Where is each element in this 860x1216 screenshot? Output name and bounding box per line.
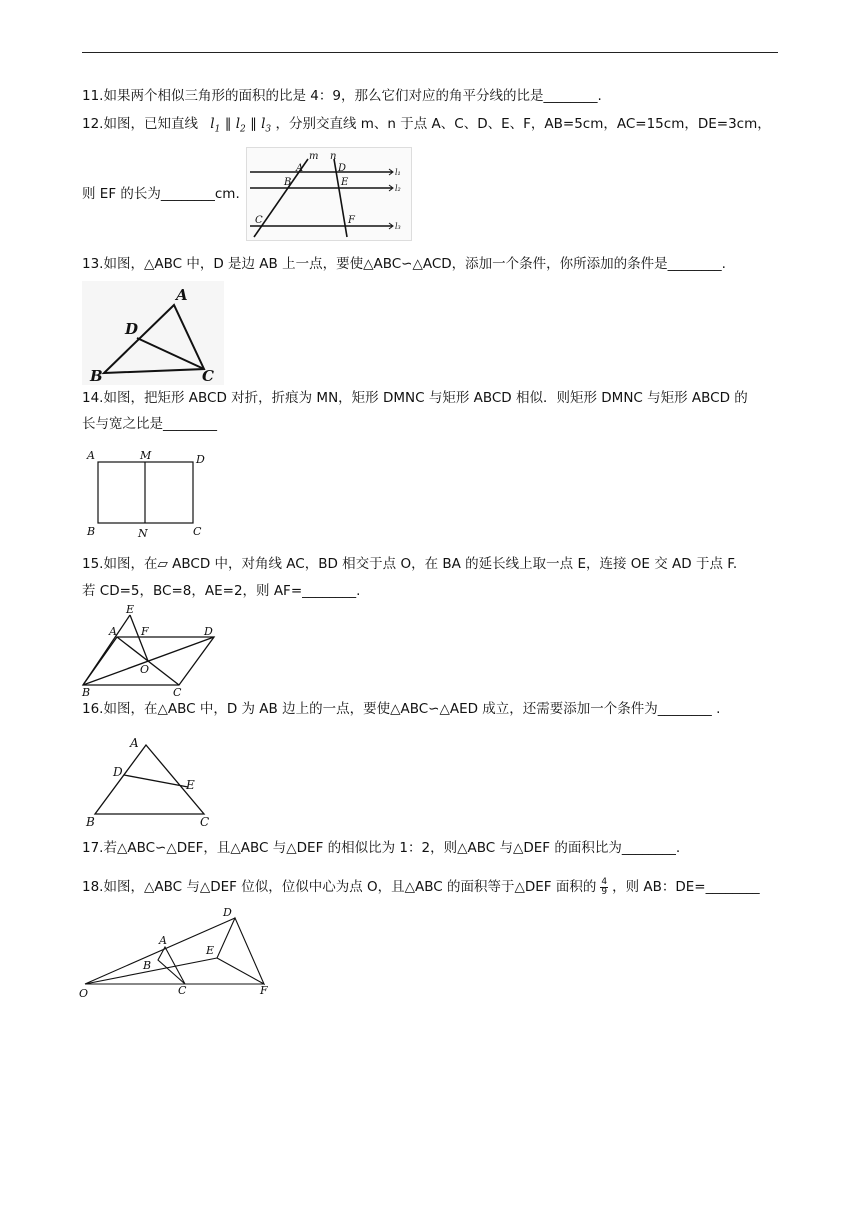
figure-homothety	[78, 902, 274, 1002]
fig12-label-l1: l₁	[395, 168, 401, 177]
fig14-label-N: N	[138, 527, 148, 540]
fig12-label-A: A	[296, 163, 304, 174]
q18-pre: 18.如图，△ABC 与△DEF 位似，位似中心为点 O，且△ABC 的面积等于△DEF 面积的	[82, 879, 597, 895]
question-17: 17.若△ABC∽△DEF，且△ABC 与△DEF 的相似比为 1：2，则△ABC 与△DEF 的面积比为________.	[82, 840, 681, 856]
question-12-line2: 则 EF 的长为________cm.	[82, 186, 240, 202]
fig16-label-A: A	[130, 736, 139, 750]
fig18-label-B: B	[143, 959, 152, 972]
fig16-label-E: E	[186, 778, 195, 792]
fig16-label-C: C	[200, 815, 210, 829]
question-18	[82, 877, 760, 897]
fig18-label-A: A	[159, 934, 167, 947]
fig15-label-F: F	[141, 625, 149, 638]
fig14-label-D: D	[196, 453, 205, 466]
header-rule	[82, 52, 778, 53]
fig12-label-C: C	[255, 215, 263, 226]
fig13-label-D: D	[125, 320, 139, 338]
fraction-4-9: $\frac{4}{9}$	[601, 876, 608, 897]
fig18-label-D: D	[223, 906, 232, 919]
fig12-label-E: E	[341, 177, 349, 188]
fig12-label-l2: l₂	[395, 184, 401, 193]
q12-pre: 12.如图，已知直线	[82, 116, 198, 132]
fig12-label-F: F	[348, 215, 355, 226]
fig14-label-A: A	[87, 449, 95, 462]
fig18-label-C: C	[178, 984, 187, 997]
l2-symbol: $l_2$	[235, 116, 246, 135]
parallel-symbol: ∥	[224, 116, 232, 132]
l1-symbol: $l_1$	[210, 116, 221, 135]
fig15-label-O: O	[140, 663, 150, 676]
fig16-label-B: B	[86, 815, 95, 829]
figure-parallel-lines	[246, 147, 412, 241]
figure-parallelogram	[80, 603, 226, 697]
figure-rectangle-abcd	[82, 446, 216, 542]
q18-post: ，则 AB：DE=________	[612, 879, 760, 895]
fig15-label-B: B	[82, 686, 91, 697]
parallel-symbol: ∥	[250, 116, 257, 132]
fig12-label-m: m	[309, 151, 319, 162]
fig15-label-D: D	[204, 625, 213, 638]
question-11: 11.如果两个相似三角形的面积的比是 4：9，那么它们对应的角平分线的比是________.	[82, 88, 602, 104]
fig13-label-B: B	[90, 367, 103, 385]
question-13: 13.如图，△ABC 中，D 是边 AB 上一点，要使△ABC∽△ACD，添加一个条件，你所添加的条件是________.	[82, 256, 726, 272]
q12-post: ，分别交直线 m、n 于点 A、C、D、E、F，AB=5cm，AC=15cm，DE=3cm，	[275, 116, 771, 132]
figure-triangle-abc-aed	[82, 730, 218, 830]
question-15-line1: 15.如图，在▱ ABCD 中，对角线 AC，BD 相交于点 O，在 BA 的延长线上取一点 E，连接 OE 交 AD 于点 F.	[82, 556, 738, 572]
fig18-label-F: F	[260, 984, 268, 997]
fig12-label-B: B	[284, 177, 292, 188]
question-14-line1: 14.如图，把矩形 ABCD 对折，折痕为 MN，矩形 DMNC 与矩形 ABCD 相似．则矩形 DMNC 与矩形 ABCD 的	[82, 390, 748, 406]
fig14-label-C: C	[193, 525, 202, 538]
fig16-label-D: D	[113, 765, 123, 779]
fig15-label-E: E	[126, 603, 135, 616]
fig18-label-O: O	[79, 987, 89, 1000]
question-15-line2: 若 CD=5，BC=8，AE=2，则 AF=________.	[82, 583, 361, 599]
fig13-label-C: C	[202, 367, 214, 385]
fig14-label-M: M	[140, 449, 152, 462]
question-16: 16.如图，在△ABC 中，D 为 AB 边上的一点，要使△ABC∽△AED 成立，还需要添加一个条件为________ .	[82, 701, 721, 717]
question-14-line2: 长与宽之比是________	[82, 416, 217, 432]
figure-triangle-abc-acd	[82, 281, 224, 385]
fig12-label-n: n	[330, 151, 337, 162]
l3-symbol: $l_3$	[261, 116, 272, 135]
fig15-label-A: A	[109, 625, 117, 638]
fig18-label-E: E	[206, 944, 215, 957]
fig12-label-D: D	[338, 163, 347, 174]
fig14-label-B: B	[87, 525, 96, 538]
fig13-label-A: A	[176, 286, 188, 304]
fig12-label-l3: l₃	[395, 222, 401, 231]
fig15-label-C: C	[173, 686, 182, 697]
question-12-line1	[82, 114, 771, 140]
